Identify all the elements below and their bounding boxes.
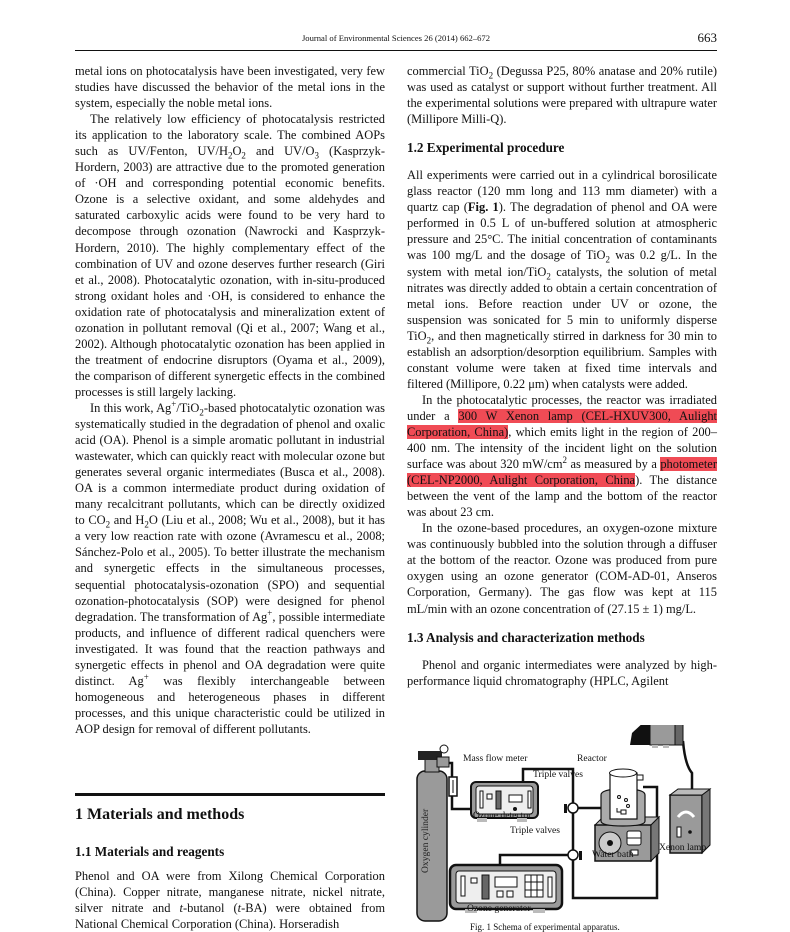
xenon-lamp-head-icon <box>630 725 683 748</box>
subsection-heading: 1.1 Materials and reagents <box>75 844 225 859</box>
apparatus-figure <box>405 725 725 926</box>
paragraph: Phenol and organic intermediates were analyzed by high-performance liquid chromatography (HPLC, Agilent <box>407 657 717 688</box>
figure-label: Triple valves <box>533 769 584 780</box>
paragraph: In the ozone-based procedures, an oxygen-ozone mixture was continuously bubbled into the solution through a diffuser at the bottom of the reactor. Ozone was produced from pure oxygen using an ozone generator (COM-AD-01, Anseros Corporation, Germany). The gas flow was kept at 115 mL/min with an ozone concentration of (27.15 ± 1) mg/L. <box>407 521 717 616</box>
triple-valve-icon <box>568 850 582 860</box>
highlight-annotation[interactable]: 300 W Xenon lamp (CEL-HXUV300, Aulight Corporation, China) <box>407 408 717 439</box>
paragraph: Phenol and OA were from Xilong Chemical Corporation (China). Copper nitrate, manganese nitrate, nickel nitrate, silver nitrate and t-butanol (t-BA) were obtained from National Chemical Corporation (China). Horseradish <box>75 869 386 932</box>
figure-label: Reactor <box>577 753 607 764</box>
reactor-icon <box>601 769 645 826</box>
subsection-heading: 1.2 Experimental procedure <box>407 140 565 156</box>
figure-label: Xenon lamp <box>659 842 707 853</box>
paragraph: In the photocatalytic processes, the reactor was irradiated under a 300 W Xenon lamp (CEL-HXUV300, Aulight Corporation, China), which emits light in the region of 200–400 nm. The intensity of the incident light on the solution surface was about 320 $mW/cm^2$ as measured by a photometer (CEL-NP2000, Aulight Corporation, China). The distance between the vent of the lamp and the bottom of the reactor was about 23 cm. <box>407 392 717 520</box>
subsection-heading: 1.3 Analysis and characterization methods <box>407 629 645 645</box>
right-column <box>407 63 717 689</box>
page-number: 663 <box>697 30 717 45</box>
apparatus-diagram <box>405 725 725 926</box>
figure-label: Triple valves <box>510 825 561 836</box>
paragraph: In this work, Ag+/TiO$_2$-based photocatalytic ozonation was systematically studied in the degradation of phenol and oxalic acid (OA). Phenol is a simple aromatic pollutant in industrial wastewater, which can quickly react with molecular ozone but generates several organic intermediates (Busca et al., 2008). OA is a common intermediate product during oxidation of many recalcitrant pollutants, which can be directly oxidized to $CO_2$ and $H_2O$ (Liu et al., 2008; Wu et al., 2008), but it has a very low reaction rate with ozone (Avramescu et al., 2008; Sánchez-Polo et al., 2005). To better illustrate the mechanism and synergetic effects in the simultaneous processes, sequential photocatalysis-ozonation (SPO) and sequential ozonation-photocatalysis (SOP) were designed for phenol degradation. The transformation of Ag+, possible intermediate products, and influence of different radical quenchers were investigated. It was found that the reaction pathways and synergetic effects in phenol and OA degradation were quite distinct. Ag+ was flexibly interchangeable between homogeneous and heterogeneous phases in different processes, and this unique characteristic could be utilized in AOP design for removal of different pollutants. <box>75 398 386 736</box>
paragraph: The relatively low efficiency of photocatalysis restricted its application to the laboratory scale. The combined AOPs such as UV/Fenton, $UV/H_2O_2$ and $UV/O_3$ (Kasprzyk-Hordern, 2003) are attractive due to the promoted generation of ·OH and corresponding potential economic benefits. Ozone is a selective oxidant, and some aldehydes and saturated carboxylic acids were found to be very hard to decompose through ozonation (Nawrocki and Kasprzyk-Hordern, 2010). The highly complementary effect of the combination of UV and ozone deserves further research (Giri et al., 2008). Photocatalytic ozonation, with in-situ-produced strong oxidant holes and ·OH, is considered to enhance the oxidation rate of photocatalysis and mineralization extent of ozonation in pollutant removal (Qi et al., 2007; Wang et al., 2002). Although photocatalytic ozonation has been applied in the treatment of endocrine disruptors (Oyama et al., 2009), the comparison of different synergetic effects in the combined processes is still largely lacking. <box>75 112 385 399</box>
figure-label: Ozone detector <box>473 810 532 821</box>
pipe <box>452 795 471 809</box>
highlight-annotation[interactable]: photometer (CEL-NP2000, Aulight Corporation, China <box>407 457 717 488</box>
mass-flow-meter-icon <box>449 777 457 796</box>
figure-caption: Fig. 1 Schema of experimental apparatus. <box>470 922 620 932</box>
running-header <box>75 30 717 51</box>
paragraph: All experiments were carried out in a cylindrical borosilicate glass reactor (120 mm long and 113 mm diameter) with a quartz cap (Fig. 1). The degradation of phenol and OA were performed in 0.5 L of un-buffered solution at atmospheric pressure and 25°C. The initial concentration of contaminants was 100 mg/L and the dosage of TiO$_2$ was 0.2 g/L. In the system with metal ion/TiO$_2$ catalysts, the solution of metal nitrates was directly added to obtain a certain concentration of metal ions. Before reaction under UV or ozone, the suspension was sonicated for 5 min to uniformly disperse TiO$_2$, and then magnetically stirred in darkness for 30 min to establish an adsorption/desorption equilibrium. Samples with constant volume were taken at fixed time intervals and filtered (Millipore, 0.22 μm) when catalysts were added. <box>407 168 718 391</box>
journal-citation: Journal of Environmental Sciences 26 (2014) 662–672 <box>301 33 491 43</box>
figure-label: Oxygen cylinder <box>420 808 431 873</box>
pipe <box>500 855 573 865</box>
figure-reference-link[interactable]: Fig. 1 <box>467 200 499 215</box>
figure-label: Mass flow meter <box>463 753 528 764</box>
triple-valve-icon <box>564 803 578 813</box>
lamp-cable <box>683 741 692 795</box>
paragraph: commercial TiO$_2$ (Degussa P25, 80% anatase and 20% rutile) was used as catalyst or support without further treatment. All the experimental solutions were prepared with ultrapure water (Millipore Milli-Q). <box>407 64 717 127</box>
left-column <box>75 63 385 737</box>
section-divider <box>75 793 385 796</box>
paragraph: metal ions on photocatalysis have been investigated, very few studies have discussed the behavior of the metal ions in the system, especially the noble metal ions. <box>75 64 385 111</box>
section-heading: 1 Materials and methods <box>75 806 245 823</box>
figure-label: Water bath <box>592 849 634 860</box>
figure-label: Ozone generator <box>467 903 531 914</box>
